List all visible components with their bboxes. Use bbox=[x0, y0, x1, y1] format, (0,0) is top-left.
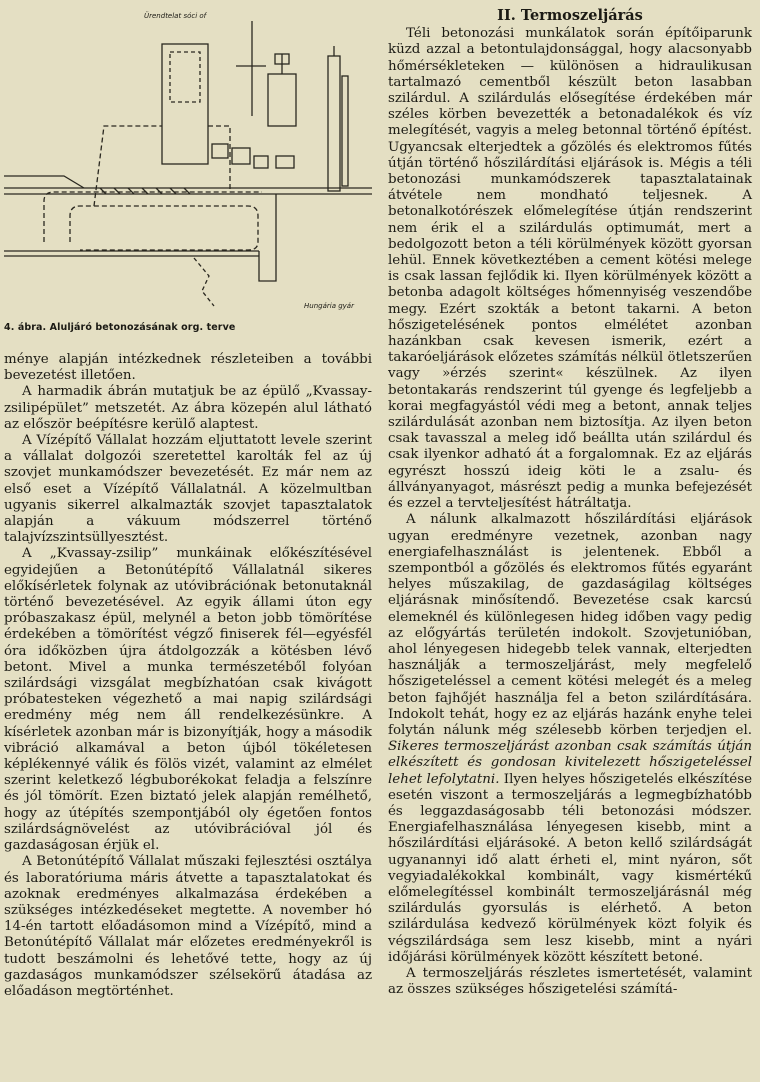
figure-caption: 4. ábra. Aluljáró betonozásának org. terve bbox=[4, 321, 236, 333]
right-paragraph-1: Téli betonozási munkálatok során építőiparunk küzd azzal a betontulajdonsággal, hogy alacsonyabb hőmérsékleteken — különösen a hidraulikusan tartalmazó cementből készült beton lasabban szilárdul. A szilárdulás elősegítése érdekében már széles körben bevezették a betonadalékok és víz melegítését, vagyis a meleg betonnal történő építést. Ugyancsak elterjedtek a gőzölés és elektromos fűtés útján történő hőszilárdítási eljárások is. Mégis a téli betonozási munkamódszerek tapasztalatainak átvétele nem mondható teljesnek. A betonalkotórészek előmelegítése útján rendszerint nem érik el a szilárdulás optimumát, mert a bedolgozott beton a téli körülmények között gyorsan lehül. Ennek következtében a cement kötési melege is csak lassan fejlődik ki. Ilyen körülmények között a betonba adagolt költséges hőmennyiség veszendőbe megy. Ezért szokták a betont takarni. A beton hőszigetelésének pontos elmélétet azonban hazánkban csak kevesen ismerik, ezért a takaróeljárások előzetes számítás nélkül ötletszerűen vagy »érzés szerint« készülnek. Az ilyen betontakarás rendszerint túl gyenge és legfeljebb a korai megfagyástól védi meg a betont, annak teljes szilárdulását azonban nem biztosítja. Az ilyen beton csak tavasszal a meleg idő beállta után szilárdul és csak ilyenkor adható át a forgalomnak. Ez az eljárás egyrészt hosszú ideig köti le a zsalu- és állványanyagot, másrészt pedig a munka befejezését és ezzel a tervteljesítést hátráltatja. bbox=[388, 26, 752, 512]
figure-label-right: Hungária gyár bbox=[304, 302, 354, 310]
figure-4 bbox=[4, 6, 372, 334]
left-paragraph-5: A Betonútépítő Vállalat műszaki fejlesztési osztálya és laboratóriuma máris átvette a tapasztalatokat és azoknak eredményes alkalmazása érdekében a szükséges intézkedéseket megtette. A november hó 14-én tartott előadásomon mind a Vízépítő, mind a Betonútépítő Vállalat már előzetes eredményekről is tudott beszámolni és lehetővé tette, hogy az új gazdaságos munkamódszer szélsekörű átadása az előadáson megtörténhet. bbox=[4, 854, 372, 999]
right-paragraph-3: A termoszeljárás részletes ismertetését, valamint az összes szükséges hőszigetelési számítá- bbox=[388, 965, 752, 998]
right-paragraph-2-emphasis: Sikeres termoszeljárást azonban csak számítás útján elkészített és gondosan kivitelezett hőszigeteléssel lehet lefolytatni. bbox=[388, 739, 752, 787]
right-paragraph-2-continuation: Ilyen helyes hőszigetelés elkészítése esetén viszont a termoszeljárás a legmegbízhatóbb és leggazdaságosabb téli betonozási módszer. Energiafelhasználása lényegesen kisebb, mint a hőszilárdítási eljárásoké. A beton kellő szilárdságát ugyanannyi idő alatt érheti el, mint nyáron, sőt vegyiadalékokkal kombinált, vagy kismértékű előmelegítéssel kombinált termoszeljárásnál még szilárdulás gyorsulás is elérhető. A beton szilárdulása kedvező körülmények közt folyik és végszilárdsága sem lesz kisebb, mint a nyári időjárási körülmények között készített betoné. bbox=[388, 771, 752, 965]
left-column bbox=[4, 6, 372, 1000]
site-plan-diagram bbox=[4, 6, 372, 316]
left-paragraph-1: ménye alapján intézkednek részleteiben a további bevezetést illetően. bbox=[4, 352, 372, 384]
figure-label-top: Ürendtelat sóci of bbox=[144, 12, 207, 20]
left-paragraph-4: A „Kvassay-zsilip” munkáinak előkészítésével egyidejűen a Betonútépítő Vállalatnál sikeres előkísérletek folynak az utóvibrációnak betonutaknál történő bevezetésével. Az egyik állami úton egy próbaszakasz épül, melynél a beton jobb tömörítése érdekében a tömörítést végző finiserek fél—egyésfél óra időközben újra átdolgozzák a kötésben lévő betont. Mivel a munka természetéből folyóan szilárdsági vizsgálat megbízhatóan csak kivágott próbatesteken végezhető a mai napig szilárdsági eredmény még nem áll rendelkezésünkre. A kísérletek azonban már is bizonyítják, hogy a második vibráció alkamával a beton újból tökéletesen képlékennyé válik és fölös vizét, valamint az elmélet szerint keletkező légbuborékokat feladja a felszínre és jól tömörít. Ezen biztató jelek alapján remélhető, hogy az útépítés szempontjából oly égetően fontos szilárdságnövelést az utóvibrációval jól és gazdaságosan érjük el. bbox=[4, 546, 372, 854]
left-paragraph-2: A harmadik ábrán mutatjuk be az épülő „Kvassay-zsilipépület” metszetét. Az ábra közepén alul látható az először beépítésre kerülő alaptest. bbox=[4, 384, 372, 432]
mixer-building bbox=[162, 44, 208, 164]
section-heading: II. Termoszeljárás bbox=[497, 7, 643, 24]
left-paragraph-3: A Vízépítő Vállalat hozzám eljuttatott levele szerint a vállalat dolgozói szeretettel karolták fel az új szovjet munkamódszer bevezetését. Ez már nem az első eset a Vízépítő Vállalatnál. A közelmultban ugyanis sikerrel alkalmazták szovjet tapasztalatok alapján a vákuum módszerrel történő talajvízszintsüllyesztést. bbox=[4, 433, 372, 546]
right-paragraph-2-text: A nálunk alkalmazott hőszilárdítási eljárások ugyan eredményre vezetnek, azonban nagy energiafelhasználást is jelentenek. Ebből a szempontból a gőzölés és elektromos fűtés egyaránt helyes műszakilag, de gazdaságilag költséges eljárásnak minősítendő. Bevezetése csak karcsú elemeknél és különlegesen hideg időben vagy pedig az előgyártás területén indokolt. Szovjetunióban, ahol lényegesen hidegebb telek vannak, elterjedten használják a termoszeljárást, mely megfelelő hőszigeteléssel a cement kötési melegét és a meleg beton fajhőjét használja fel a beton szilárdítására. Indokolt tehát, hogy ez az eljárás hazánk enyhe telei folytán nálunk még szélesebb körben terjedjen el. bbox=[388, 512, 752, 738]
right-column bbox=[388, 8, 752, 998]
storage-tower bbox=[268, 74, 296, 126]
right-paragraph-2 bbox=[388, 512, 752, 966]
